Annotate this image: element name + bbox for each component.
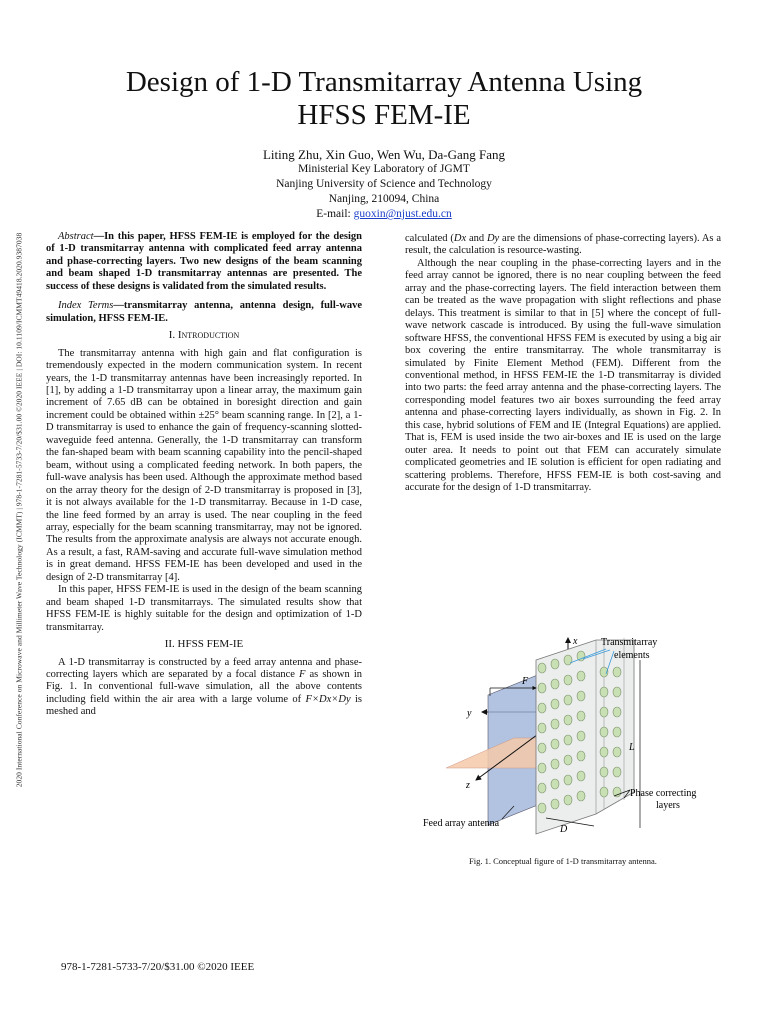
right-paragraph-0 [405,233,721,258]
abstract-text: —In this paper, HFSS FEM-IE is employed for the design of 1-D transmitarray antenna with complicated feed array antenna and phase-correcting layers. Two new designs of the beam scanning and beam shaped 1-D transmitarray antennas are presented. The success of these designs is validated from the simulated results. [46,231,362,292]
title-line-2: HFSS FEM-IE [297,99,471,131]
figure-1 [418,630,718,840]
affiliation-city: Nanjing, 210094, China [328,193,440,205]
paper-title [60,66,708,132]
right-p0-and: and [466,233,487,244]
transmitarray-diagram [418,630,718,840]
fem-paragraph-1 [46,657,362,719]
section-heading-introduction [46,329,362,341]
affiliation-university: Nanjing University of Science and Technology [276,178,492,190]
left-column [46,231,362,719]
fem-p1-part-c: is meshed and [46,693,362,718]
right-p0-part-a: calculated ( [405,233,454,244]
label-elements-1: Transmitarray [601,637,658,648]
intro-paragraph-2: In this paper, HFSS FEM-IE is used in the design of the beam scanning and beam shaped 1-D transmitarrays. The simulated results show that HFSS FEM-IE is highly suitable for the design and optimization of 1-D transmitarray. [46,584,362,633]
index-terms-text: —transmitarray antenna, antenna design, full-wave simulation, HFSS FEM-IE. [46,300,363,324]
affiliation-email [100,207,668,222]
intro-paragraph-1: The transmitarray antenna with high gain and flat configuration is tremendously expected in the modern communication system. In recent years, the 1-D transmitarray antennas have been increasingly reported. In [1], by adding a 1-D transmitarray upon a linear array, the maximum gain increment of 7.65 dB can be obtained in boresight direction and gain increment could be obtained within ±25° beam scanning range. In [2], a 1-D transmitarray is used to enhance the gain of frequency-scanning slotted-waveguide feed antenna. Generally, the 1-D transmitarray can transform the fan-shaped beam with beam scanning capability into the pencil-shaped beam, without using a complicated feeding network. In both papers, the full-wave analysis has been used. Although the approximate method based on the array theory for the design of 2-D transmitarray is proposed in [3], it is not always available for the 1-D transmitarray. Because in 1-D case, the line feed formed by an array is used. The near coupling in the feed array, especially for the beam scanning transmitarray, may not be ignored. The results from the approximate analysis are always not accurate enough. As a result, a fast, RAM-saving and accurate full-wave simulation method is in great demand. HFSS FEM-IE has been developed and used in the design of 2-D transmitarray [4]. [46,347,362,583]
right-p0-dy: Dy [486,233,500,244]
right-column [405,233,721,495]
label-phase-2: layers [656,800,680,811]
section-number-intro: I. [168,329,176,342]
authors: Liting Zhu, Xin Guo, Wen Wu, Da-Gang Fang [262,147,506,162]
fem-p1-F: F [299,668,306,680]
abstract [46,231,362,293]
affiliation-lab: Ministerial Key Laboratory of JGMT [298,163,470,175]
fem-p1-part-a: A 1-D transmitarray is constructed by a feed array antenna and phase-correcting layers which are separated by a focal distance [46,656,362,680]
fem-p1-volume: F×Dx×Dy [305,693,351,705]
right-p0-part-b: are the dimensions of phase-correcting layers). As a result, the calculation is resource-wasting. [405,233,721,257]
label-L: L [629,742,635,753]
sidebar-citation-text: 2020 International Conference on Microwave and Millimeter Wave Technology (ICMMT) | 978-1-7281-5733-7/20/$31.00 ©2020 IEEE | DOI: 10.1109/ICMMT49418.2020.9387038 [14,232,24,788]
email-label: E-mail: [316,208,354,220]
label-D: D [560,824,568,835]
index-terms-label: Index Terms [58,300,114,312]
title-line-1: Design of 1-D Transmitarray Antenna Using [125,66,643,98]
footer-copyright: 978-1-7281-5733-7/20/$31.00 ©2020 IEEE [61,961,255,973]
email-link[interactable]: guoxin@njust.edu.cn [353,208,452,220]
right-p0-dx: Dx [453,233,467,244]
section-heading-fem-ie: II. HFSS FEM-IE [164,638,244,651]
label-x: x [573,636,578,647]
sidebar-citation [12,155,26,865]
abstract-label: Abstract [58,231,94,242]
affiliation [100,162,668,222]
figure-caption: Fig. 1. Conceptual figure of 1-D transmitarray antenna. [469,856,657,866]
label-F: F [522,676,529,687]
index-terms [46,300,362,325]
label-y: y [467,708,472,719]
label-elements-2: elements [614,650,650,661]
fem-p1-part-b: as shown in Fig. 1. In conventional full-wave simulation, all the above contents including field within the air area with a large volume of [46,668,362,705]
section-title-intro: Introduction [177,329,240,342]
right-paragraph-1: Although the near coupling in the phase-correcting layers and in the feed array cannot be ignored, there is no near coupling between the feed array and the phase-correcting layers. The field interaction between them can be treated as the wave propagation with slight reflections and phase delays. This treatment is similar to that in [5] where the concept of full-wave network cascade is introduced. By using the full-wave simulation software HFSS, the conventional HFSS FEM is executed by using a big air box covering the entire transmitarray. The whole transmitarray is simulated by Finite Element Method (FEM). Different from the conventional method, in HFSS FEM-IE the 1-D transmitarray is divided into two parts: the feed array antenna and the phase-correcting layers. The corresponding model features two air boxes surrounding the feed array antenna and phase-correcting layers individually, as shown in Fig. 2. In this case, hybrid solutions of FEM and IE (Integral Equations) are applied. That is, FEM is used inside the two air-boxes and IE is used on the large outer area. It needs to point out that FEM can accurately simulate complicated geometries and IE solution is efficient for open radiating and scattering problems. Therefore, HFSS FEM-IE is both cost-saving and accurate for the design of 1-D transmitarray. [405,257,721,494]
label-feed: Feed array antenna [423,818,500,829]
label-z: z [466,780,470,791]
label-phase-1: Phase correcting [630,788,697,799]
